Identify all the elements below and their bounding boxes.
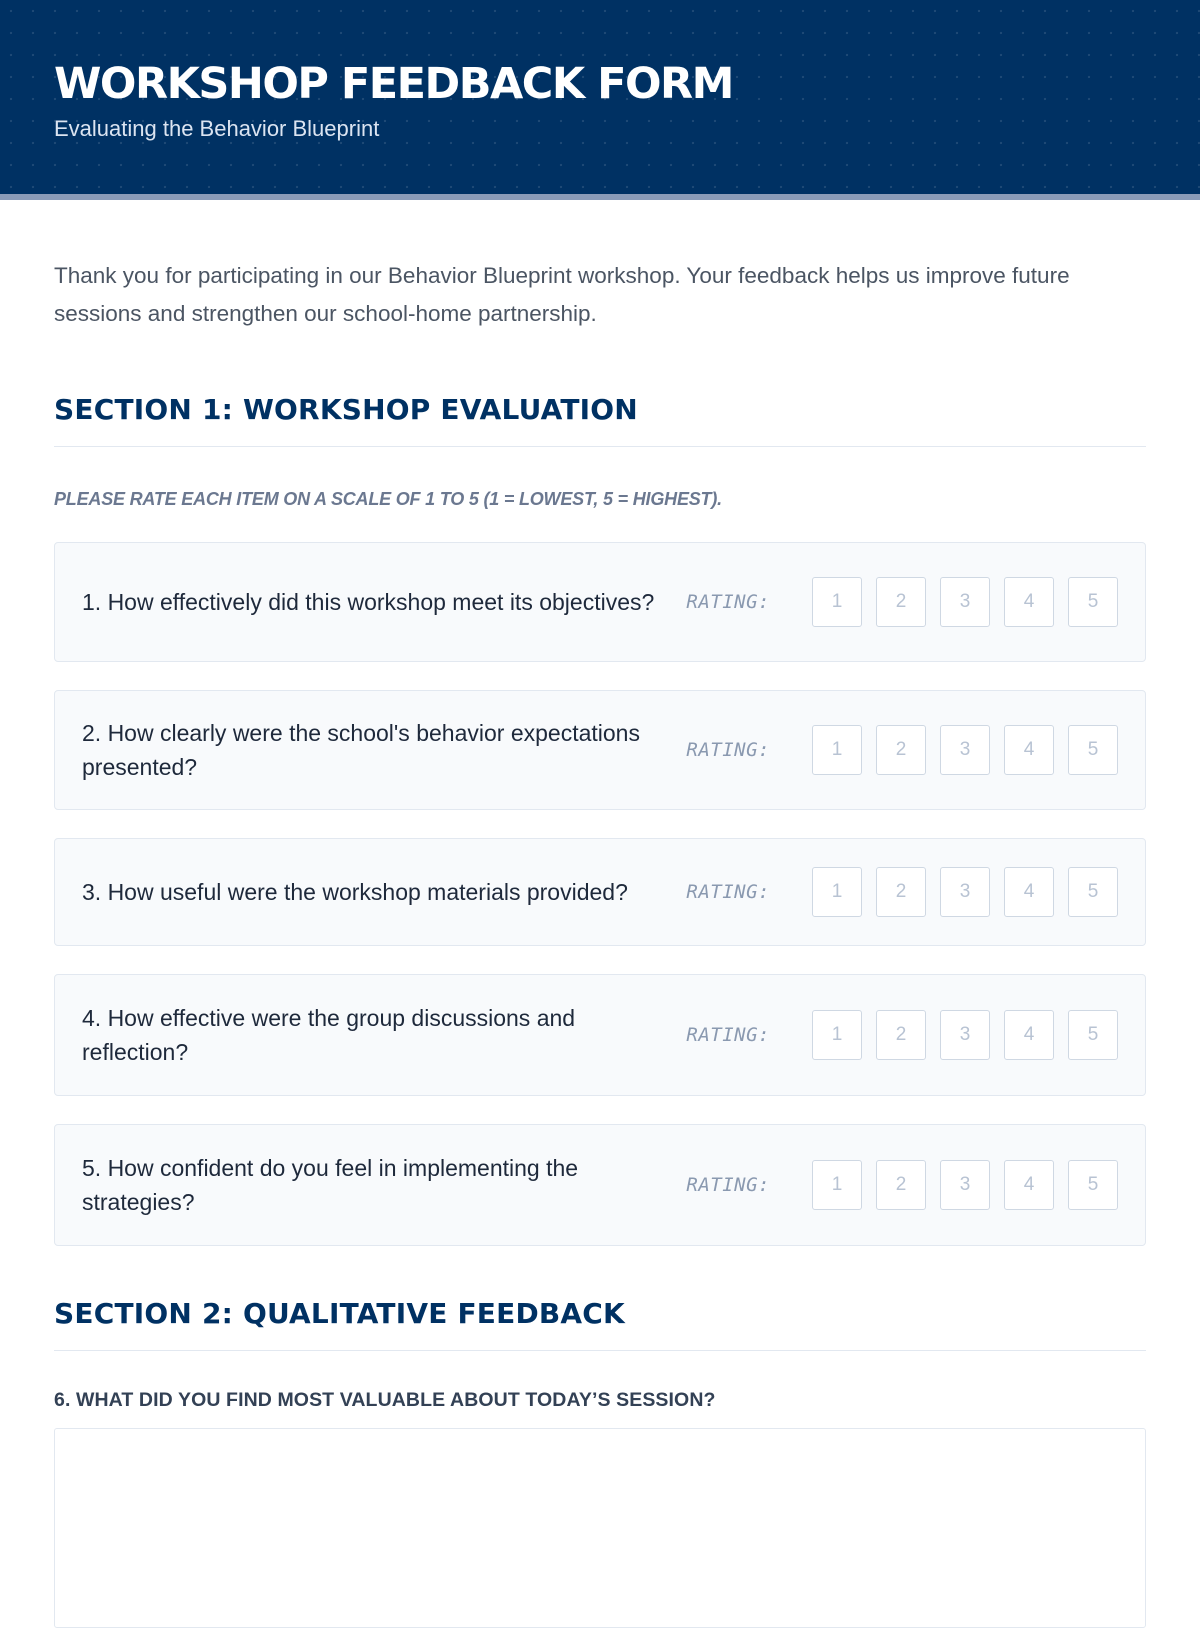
question-card-4 — [54, 974, 1146, 1096]
question-card-1 — [54, 542, 1146, 662]
rating-option-5[interactable]: 5 — [1068, 1160, 1118, 1210]
rating-option-5[interactable]: 5 — [1068, 725, 1118, 775]
rating-option-1[interactable]: 1 — [812, 577, 862, 627]
rating-option-4[interactable]: 4 — [1004, 725, 1054, 775]
rating-option-4[interactable]: 4 — [1004, 867, 1054, 917]
form-title: WORKSHOP FEEDBACK FORM — [54, 59, 733, 109]
rating-scale — [686, 867, 1118, 917]
rating-option-1[interactable]: 1 — [812, 1010, 862, 1060]
rating-label: RATING: — [686, 881, 770, 903]
question-text: 1. How effectively did this workshop meet its objectives? — [82, 589, 655, 615]
rating-questions — [54, 542, 1146, 1246]
rating-option-4[interactable]: 4 — [1004, 1010, 1054, 1060]
form-body — [0, 257, 1200, 1628]
rating-option-2[interactable]: 2 — [876, 1160, 926, 1210]
rating-scale — [686, 725, 1118, 775]
rating-instructions: PLEASE RATE EACH ITEM ON A SCALE OF 1 TO 5 (1 = LOWEST, 5 = HIGHEST). — [54, 489, 722, 509]
rating-option-5[interactable]: 5 — [1068, 1010, 1118, 1060]
rating-option-4[interactable]: 4 — [1004, 1160, 1054, 1210]
question-6-answer-field[interactable] — [54, 1428, 1146, 1628]
rating-option-3[interactable]: 3 — [940, 867, 990, 917]
question-text: 4. How effective were the group discussions and reflection? — [82, 1005, 576, 1065]
rating-option-2[interactable]: 2 — [876, 867, 926, 917]
rating-option-3[interactable]: 3 — [940, 1010, 990, 1060]
form-header — [0, 0, 1200, 200]
rating-option-5[interactable]: 5 — [1068, 577, 1118, 627]
rating-option-2[interactable]: 2 — [876, 725, 926, 775]
question-text: 5. How confident do you feel in implementing the strategies? — [82, 1155, 579, 1215]
question-6-label: 6. WHAT DID YOU FIND MOST VALUABLE ABOUT TODAY’S SESSION? — [54, 1389, 716, 1411]
rating-label: RATING: — [686, 739, 770, 761]
rating-label: RATING: — [686, 1024, 770, 1046]
rating-option-4[interactable]: 4 — [1004, 577, 1054, 627]
rating-scale — [686, 1160, 1118, 1210]
rating-option-3[interactable]: 3 — [940, 1160, 990, 1210]
rating-option-1[interactable]: 1 — [812, 725, 862, 775]
question-card-5 — [54, 1124, 1146, 1246]
rating-option-5[interactable]: 5 — [1068, 867, 1118, 917]
intro-text: Thank you for participating in our Behavior Blueprint workshop. Your feedback helps us improve future sessions and strengthen our school-home partnership. — [54, 263, 1070, 326]
section-1-title: SECTION 1: WORKSHOP EVALUATION — [54, 390, 1146, 447]
rating-option-1[interactable]: 1 — [812, 1160, 862, 1210]
rating-option-2[interactable]: 2 — [876, 1010, 926, 1060]
rating-label: RATING: — [686, 591, 770, 613]
section-2-title: SECTION 2: QUALITATIVE FEEDBACK — [54, 1294, 1146, 1351]
rating-scale — [686, 1010, 1118, 1060]
question-card-3 — [54, 838, 1146, 946]
rating-option-3[interactable]: 3 — [940, 577, 990, 627]
rating-scale — [686, 577, 1118, 627]
rating-option-3[interactable]: 3 — [940, 725, 990, 775]
question-text: 3. How useful were the workshop materials provided? — [82, 879, 628, 905]
rating-option-1[interactable]: 1 — [812, 867, 862, 917]
question-card-2 — [54, 690, 1146, 810]
rating-label: RATING: — [686, 1174, 770, 1196]
question-text: 2. How clearly were the school's behavior expectations presented? — [82, 720, 640, 780]
rating-option-2[interactable]: 2 — [876, 577, 926, 627]
form-subtitle: Evaluating the Behavior Blueprint — [54, 116, 380, 141]
